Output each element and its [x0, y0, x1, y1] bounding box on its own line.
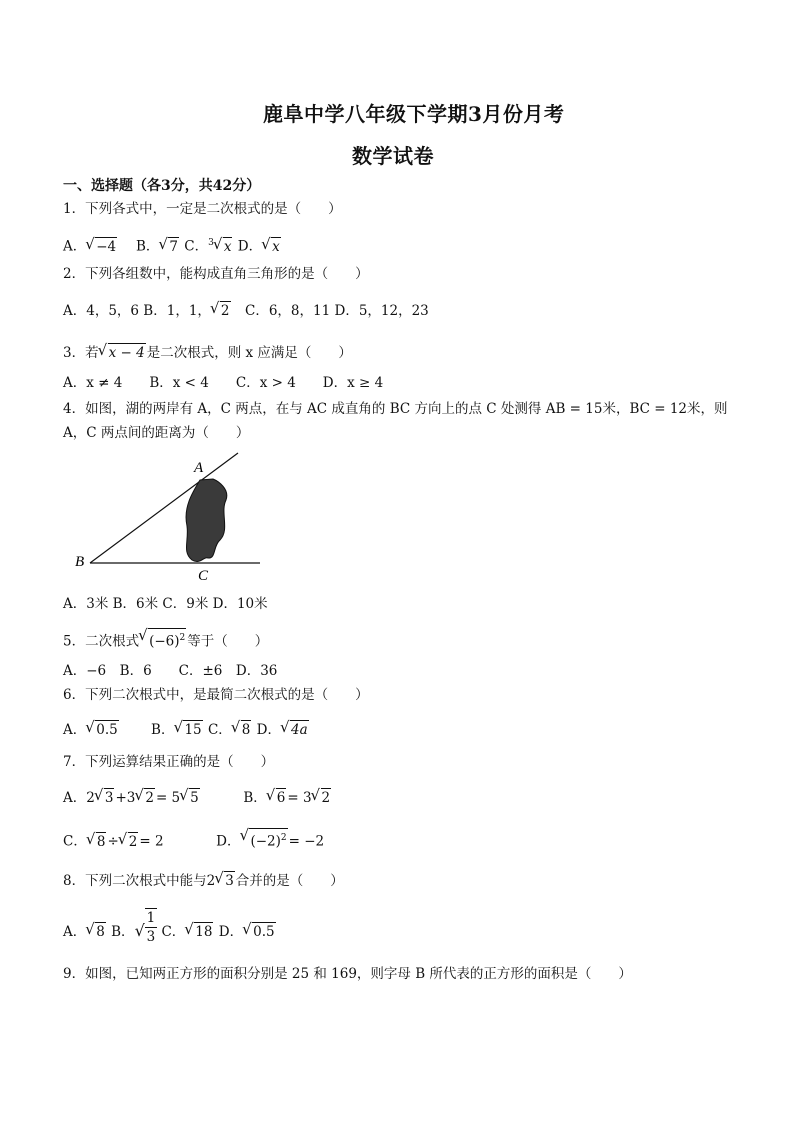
label-a: A [194, 460, 204, 476]
label-c: C [198, 568, 209, 583]
question-1-options [63, 234, 282, 256]
q1-option-a-label: A． [63, 238, 87, 255]
q8-option-c-label: C． [161, 924, 186, 940]
question-7-options-cd [63, 828, 324, 851]
q6-option-d-label: D． [256, 722, 281, 738]
q7-a-sqrt-3: √ 5 [180, 788, 200, 807]
label-b: B [75, 554, 85, 570]
q2-options-post: C．6，8，11 D．5，12，23 [231, 303, 429, 319]
question-5-stem [63, 628, 268, 651]
q1-option-c-index: 3 [208, 238, 214, 248]
q5-stem-pre: 5．二次根式 [63, 633, 140, 650]
q8-stem-post: 合并的是（ ） [235, 873, 344, 889]
q7-b-sqrt-2: √ 2 [312, 788, 332, 807]
section-heading: 一、选择题（各3分，共42分） [63, 178, 261, 194]
q7-a-mid: +3 [115, 790, 136, 806]
question-8-options [63, 908, 277, 950]
q3-stem-post: 是二次根式，则 x 应满足（ ） [146, 345, 352, 361]
question-5-options: A．−6 B．6 C．±6 D．36 [63, 663, 278, 679]
question-3-stem [63, 343, 352, 362]
page-title: 鹿阜中学八年级下学期3月份月考 [263, 102, 565, 126]
question-7-options-ab [63, 788, 332, 807]
question-9-stem: 9．如图，已知两正方形的面积分别是 25 和 169，则字母 B 所代表的正方形的面积是（ ） [63, 966, 632, 982]
q6-option-b-label: B． [124, 722, 175, 738]
q1-option-d-label: D． [237, 238, 263, 255]
question-4-options: A．3米 B．6米 C．9米 D．10米 [63, 596, 268, 612]
q8-b-denominator: 3 [146, 929, 156, 945]
q7-c-sqrt-1: √ 8 [87, 832, 107, 851]
q6-option-c-label: C． [207, 722, 232, 738]
q8-option-d-label: D． [218, 924, 244, 940]
lake-shape [186, 479, 227, 562]
q8-option-b-sqrt: √ $\frac{1}{3}$ [134, 910, 156, 945]
q1-option-b-label: B． [122, 238, 160, 255]
q1-option-a-sqrt: √ −4 [86, 237, 117, 256]
q6-option-d-sqrt: √ 4a [281, 720, 309, 739]
q7-b-sqrt-1: √ 6 [267, 788, 287, 807]
q7-option-b-pre: B． [243, 790, 267, 806]
q6-option-a-label: A． [63, 722, 87, 738]
q1-option-b-sqrt: √ 7 [159, 237, 179, 256]
q8-option-c-sqrt: √ 18 [185, 922, 213, 941]
q8-b-numerator: 1 [146, 910, 156, 926]
q6-option-a-sqrt: √ 0.5 [86, 720, 118, 739]
q1-option-c-label: C． [184, 238, 209, 255]
question-4-stem-line2: A，C 两点间的距离为（ ） [63, 425, 250, 441]
q5-stem-sqrt: √ $(-6)^2$ [139, 628, 186, 651]
q8-option-a-label: A． [63, 924, 87, 940]
q7-d-eq: = −2 [288, 833, 325, 850]
q7-option-c-pre: C． [63, 833, 87, 850]
q7-b-eq: = 3 [287, 790, 312, 806]
q6-option-b-sqrt: √ 15 [174, 720, 202, 739]
q1-option-d-sqrt: √ x [262, 237, 281, 256]
question-4-stem-line1: 4．如图，湖的两岸有 A，C 两点，在与 AC 成直角的 BC 方向上的点 C 处测得 AB = 15米，BC = 12米，则 [63, 401, 728, 417]
q7-c-sqrt-2: √ 2 [119, 832, 139, 851]
q8-option-d-sqrt: √ 0.5 [243, 922, 275, 941]
question-2-stem: 2．下列各组数中，能构成直角三角形的是（ ） [63, 266, 369, 282]
q7-c-eq: = 2 [139, 833, 164, 850]
question-3-options: A．x ≠ 4 B．x < 4 C．x > 4 D．x ≥ 4 [63, 375, 384, 391]
question-6-stem: 6．下列二次根式中，是最简二次根式的是（ ） [63, 687, 369, 703]
q8-stem-pre: 8．下列二次根式中能与2 [63, 873, 216, 889]
q7-a-sqrt-1: √ 3 [95, 788, 115, 807]
q7-option-a-pre: A．2 [63, 790, 95, 806]
q7-c-mid: ÷ [107, 833, 119, 850]
q8-option-b-label: B． [111, 924, 135, 940]
question-7-stem: 7．下列运算结果正确的是（ ） [63, 754, 275, 770]
q2-options-pre: A．4，5，6 B．1，1， [63, 303, 211, 319]
question-6-options [63, 720, 310, 739]
q8-option-a-sqrt: √ 8 [86, 922, 106, 941]
q3-stem-pre: 3．若 [63, 345, 99, 361]
q1-option-c-sqrt: √ x [214, 237, 233, 256]
q2-option-b-sqrt: √ 2 [211, 301, 231, 320]
question-1-stem: 1．下列各式中，一定是二次根式的是（ ） [63, 201, 342, 217]
q7-a-sqrt-2: √ 2 [135, 788, 155, 807]
q5-stem-post: 等于（ ） [187, 633, 269, 650]
q7-d-sqrt: √ $(-2)^2$ [240, 828, 287, 851]
q6-option-c-sqrt: √ 8 [232, 720, 252, 739]
q3-stem-sqrt: √ x − 4 [99, 343, 146, 362]
q7-a-eq: = 5 [155, 790, 181, 806]
page-subtitle: 数学试卷 [352, 144, 434, 168]
q8-stem-sqrt: √ 3 [215, 871, 235, 890]
lake-triangle-figure [70, 448, 270, 583]
question-8-stem [63, 871, 344, 890]
question-2-options [63, 301, 429, 320]
q7-option-d-pre: D． [216, 833, 241, 850]
